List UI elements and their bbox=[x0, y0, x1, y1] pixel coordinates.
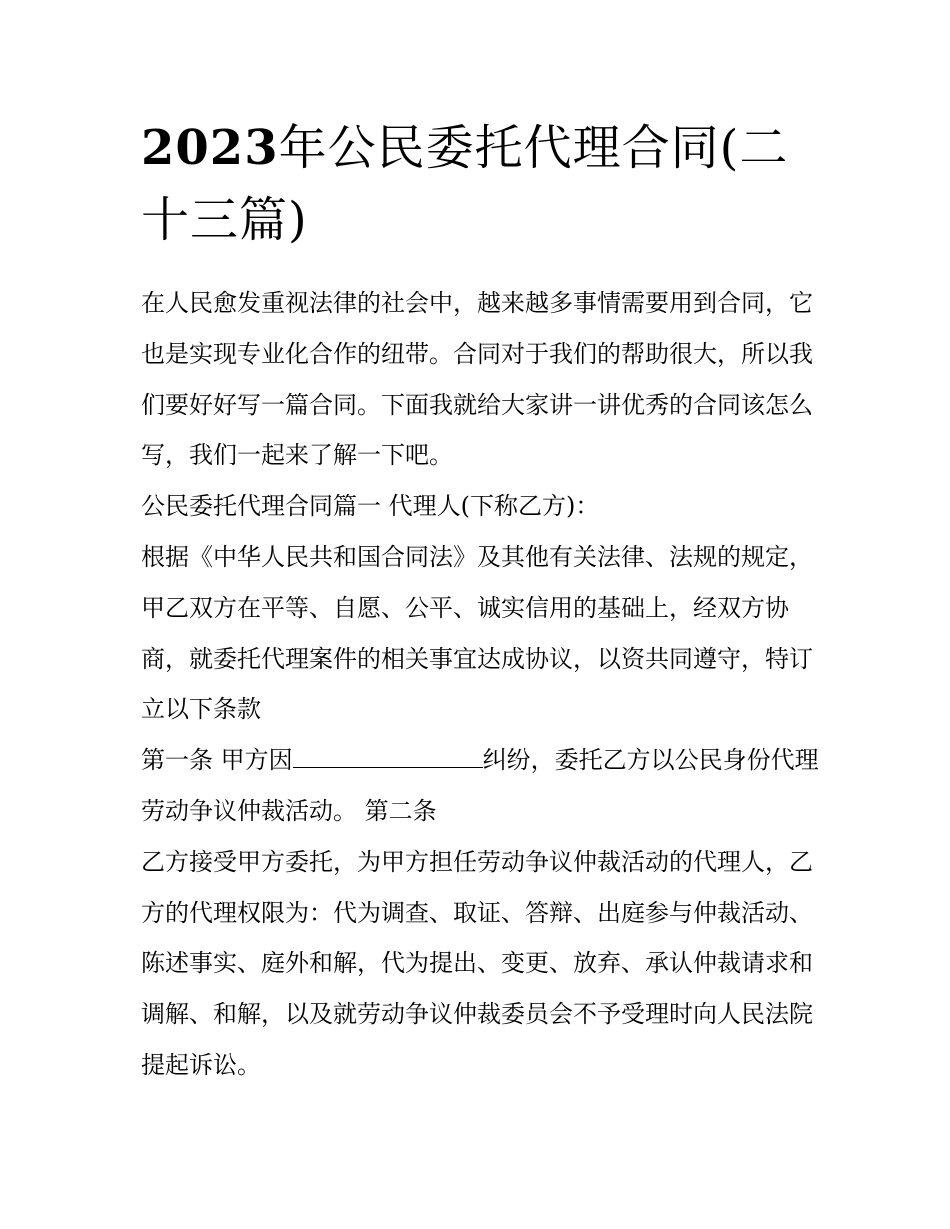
section-heading: 公民委托代理合同篇一 代理人(下称乙方)： bbox=[141, 492, 600, 521]
article-two-paragraph: 乙方接受甲方委托，为甲方担任劳动争议仲裁活动的代理人，乙方的代理权限为：代为调查、取证、答辩、出庭参与仲裁活动、陈述事实、庭外和解，代为提出、变更、放弃、承认仲裁请求和调解、和解，以及就劳动争议仲裁委员会不予受理时向人民法院提起诉讼。 bbox=[141, 847, 813, 1079]
fill-in-blank bbox=[293, 745, 483, 768]
article-one-suffix: 纠纷，委托乙方以公民身份代理劳动争议仲裁活动。 第二条 bbox=[141, 746, 819, 825]
title-text: 年公民委托代理合同(二十三篇) bbox=[141, 120, 789, 248]
article-one-prefix: 第一条 甲方因 bbox=[141, 746, 293, 775]
title-year: 2023 bbox=[141, 120, 279, 176]
document-body bbox=[141, 278, 821, 1091]
basis-paragraph: 根据《中华人民共和国合同法》及其他有关法律、法规的规定，甲乙双方在平等、自愿、公平、诚实信用的基础上，经双方协商，就委托代理案件的相关事宜达成协议，以资共同遵守，特订立以下条款 bbox=[141, 542, 813, 724]
intro-paragraph: 在人民愈发重视法律的社会中，越来越多事情需要用到合同，它也是实现专业化合作的纽带。合同对于我们的帮助很大，所以我们要好好写一篇合同。下面我就给大家讲一讲优秀的合同该怎么写，我们一起来了解一下吧。 bbox=[141, 289, 813, 470]
document-title bbox=[141, 112, 791, 256]
article-one-paragraph bbox=[141, 735, 821, 837]
